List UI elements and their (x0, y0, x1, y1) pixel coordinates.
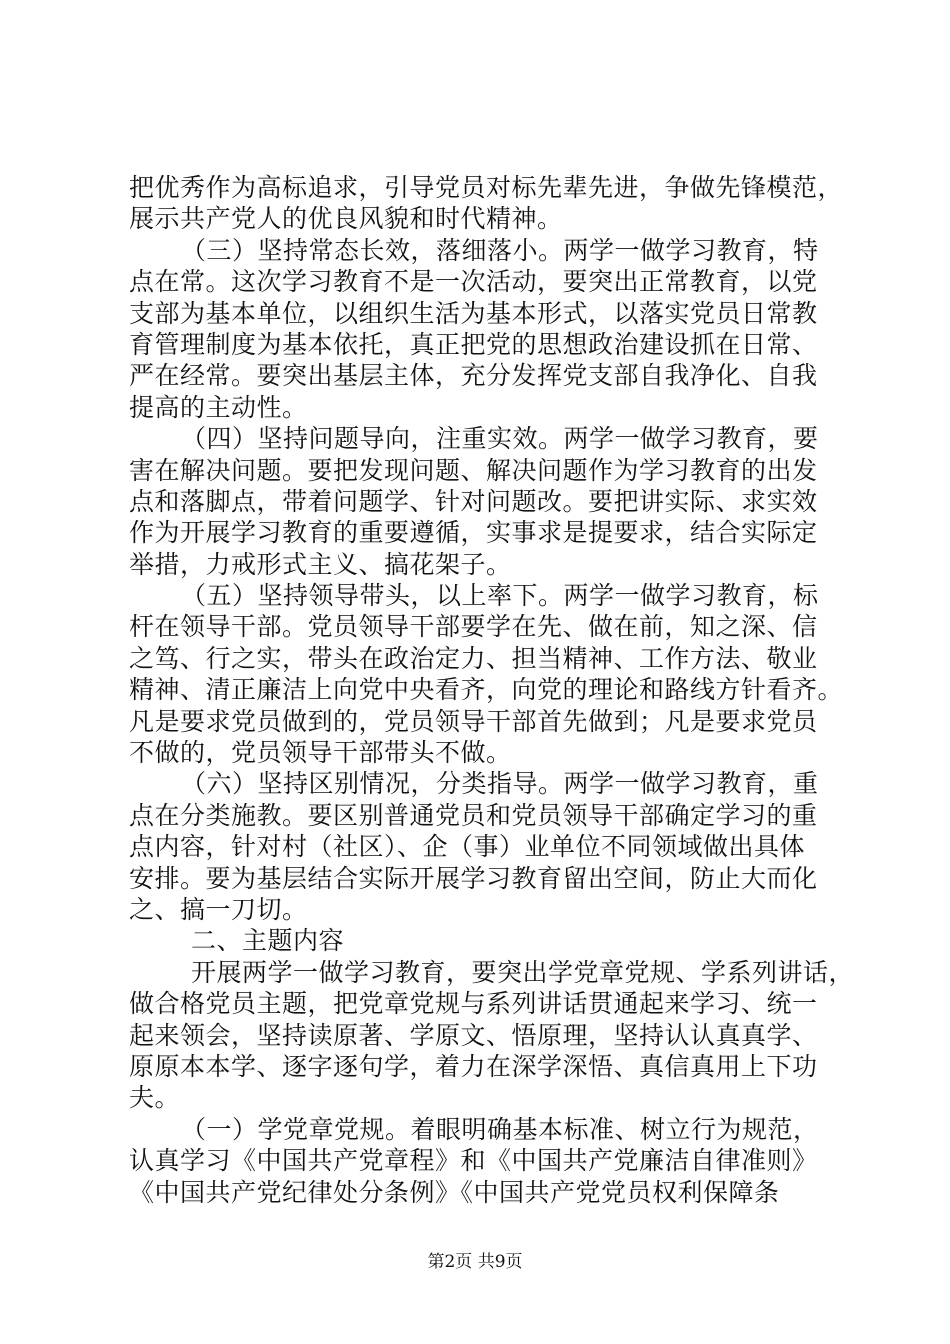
text-line: 原原本本学、逐字逐句学，着力在深学深悟、真信真用上下功 (129, 1051, 818, 1081)
text-line: 杆在领导干部。党员领导干部要学在先、做在前，知之深、信 (129, 612, 818, 642)
text-line: 《中国共产党纪律处分条例》《中国共产党党员权利保障条 (129, 1177, 780, 1207)
document-body (129, 172, 855, 1208)
text-line: 育管理制度为基本依托，真正把党的思想政治建设抓在日常、 (129, 329, 818, 359)
page-footer (0, 1247, 950, 1272)
text-line: 做合格党员主题，把党章党规与系列讲话贯通起来学习、统一 (129, 989, 818, 1019)
text-line: 害在解决问题。要把发现问题、解决问题作为学习教育的出发 (129, 455, 818, 485)
paragraph-heading-1: （一）学党章党规。着眼明确基本标准、树立行为规范， (181, 1114, 819, 1144)
text-line: 举措，力戒形式主义、搞花架子。 (129, 549, 512, 579)
section-heading: 二、主题内容 (191, 926, 345, 956)
text-line: 凡是要求党员做到的，党员领导干部首先做到；凡是要求党员 (129, 706, 818, 736)
text-line: 夫。 (129, 1083, 181, 1113)
text-line: 严在经常。要突出基层主体，充分发挥党支部自我净化、自我 (129, 361, 818, 391)
page-number-label: 第2页 共9页 (427, 1252, 523, 1272)
text-line: 精神、清正廉洁上向党中央看齐，向党的理论和路线方针看齐。 (129, 675, 844, 705)
text-line: 安排。要为基层结合实际开展学习教育留出空间，防止大而化 (129, 863, 818, 893)
text-line: 点在分类施教。要区别普通党员和党员领导干部确定学习的重 (129, 800, 818, 830)
text-line: 点和落脚点，带着问题学、针对问题改。要把讲实际、求实效 (129, 486, 818, 516)
text-line: 点在常。这次学习教育不是一次活动，要突出正常教育，以党 (129, 267, 818, 297)
text-line: 提高的主动性。 (129, 392, 308, 422)
text-line: 认真学习《中国共产党章程》和《中国共产党廉洁自律准则》 (129, 1146, 818, 1176)
text-line: 不做的，党员领导干部带头不做。 (129, 738, 512, 768)
paragraph-heading-6: （六）坚持区别情况，分类指导。两学一做学习教育，重 (181, 769, 819, 799)
text-line: 把优秀作为高标追求，引导党员对标先辈先进，争做先锋模范， (129, 173, 844, 202)
text-line: 开展两学一做学习教育，要突出学党章党规、学系列讲话， (191, 957, 855, 987)
paragraph-heading-5: （五）坚持领导带头，以上率下。两学一做学习教育，标 (181, 581, 819, 611)
text-line: 起来领会，坚持读原著、学原文、悟原理，坚持认认真真学、 (129, 1020, 818, 1050)
text-line: 点内容，针对村（社区）、企（事）业单位不同领域做出具体 (129, 832, 806, 862)
text-line: 作为开展学习教育的重要遵循，实事求是提要求，结合实际定 (129, 518, 818, 548)
text-line: 支部为基本单位，以组织生活为基本形式，以落实党员日常教 (129, 298, 818, 328)
text-line: 之、搞一刀切。 (129, 894, 308, 924)
text-line: 展示共产党人的优良风貌和时代精神。 (129, 204, 563, 234)
paragraph-heading-3: （三）坚持常态长效，落细落小。两学一做学习教育，特 (181, 235, 819, 265)
text-line: 之笃、行之实，带头在政治定力、担当精神、工作方法、敬业 (129, 643, 818, 673)
paragraph-heading-4: （四）坚持问题导向，注重实效。两学一做学习教育，要 (181, 424, 819, 454)
